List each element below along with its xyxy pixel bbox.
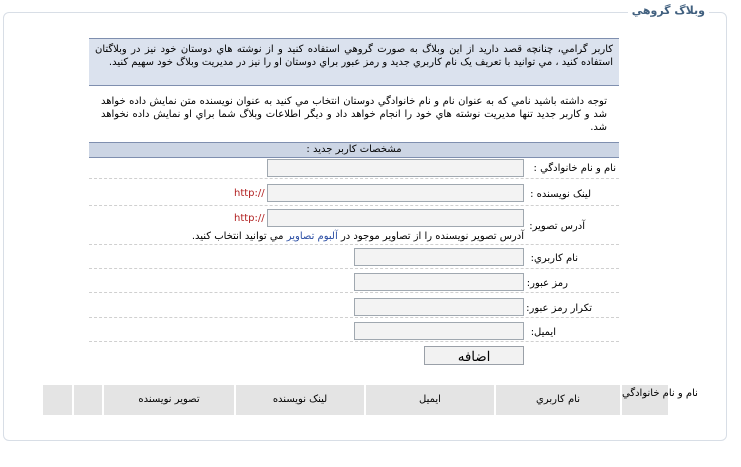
password-label: رمز عبور: [526,278,568,289]
image-hint [120,231,524,242]
password-input[interactable] [354,273,524,291]
email-input[interactable] [354,322,524,340]
password-confirm-input[interactable] [354,298,524,316]
row-divider [89,341,619,342]
col-header-delete [43,385,72,415]
author-link-prefix: http:// [234,188,265,199]
intro-text: کاربر گرامي، چنانچه قصد داريد از اين وبلاگ به صورت گروهي استفاده کنيد و از نوشته هاي دوستان خود نيز در وبلاگتان استفاده کنيد ، مي توانيد با تعريف يک نام کاربري جديد و رمز عبور براي دوستان او را نيز در مديريت وبلاگ خود سهيم کنيد. [89,38,619,86]
image-url-prefix: http:// [234,213,265,224]
author-link-label: لينک نويسنده : [530,189,591,200]
col-header-email: ايميل [366,385,494,415]
row-divider [89,292,619,293]
image-hint-before: آدرس تصوير نويسنده را از تصاوير موجود در [340,231,524,242]
password-confirm-label: تکرار رمز عبور: [526,303,592,314]
author-link-input[interactable] [267,184,524,202]
email-label: ايميل: [530,327,556,338]
note-text: توجه داشته باشيد نامي که به عنوان نام و نام خانوادگي دوستان انتخاب مي کنيد به عنوان نويسنده متن نمايش داده خواهد شد و کاربر جديد تنها مديريت نوشته هاي خود را انجام خواهد داد و ديگر اطلاعات وبلاگ شما براي او نمايش داده نخواهد شد. [101,96,607,133]
username-input[interactable] [354,248,524,266]
form-header: مشخصات کاربر جديد : [89,142,619,158]
album-link[interactable]: آلبوم تصاوير [286,231,338,242]
image-url-input[interactable] [267,209,524,227]
image-hint-after: مي توانيد انتخاب کنيد. [191,231,284,242]
username-label: نام کاربري: [530,253,578,264]
row-divider [89,317,619,318]
col-header-edit [74,385,102,415]
panel-title: وبلاگ گروهي [628,4,709,17]
fullname-label: نام و نام خانوادگي : [533,163,616,174]
row-divider [89,244,619,245]
image-url-label: آدرس تصوير: [529,221,585,232]
col-header-author-link: لينک نويسنده [236,385,364,415]
add-button[interactable]: اضافه [424,346,524,365]
fullname-input[interactable] [267,159,524,177]
col-header-username: نام کاربري [496,385,620,415]
col-header-author-image: تصوير نويسنده [104,385,234,415]
row-divider [89,268,619,269]
row-divider [89,205,619,206]
col-header-fullname: نام و نام خانوادگي [622,385,668,415]
row-divider [89,178,619,179]
